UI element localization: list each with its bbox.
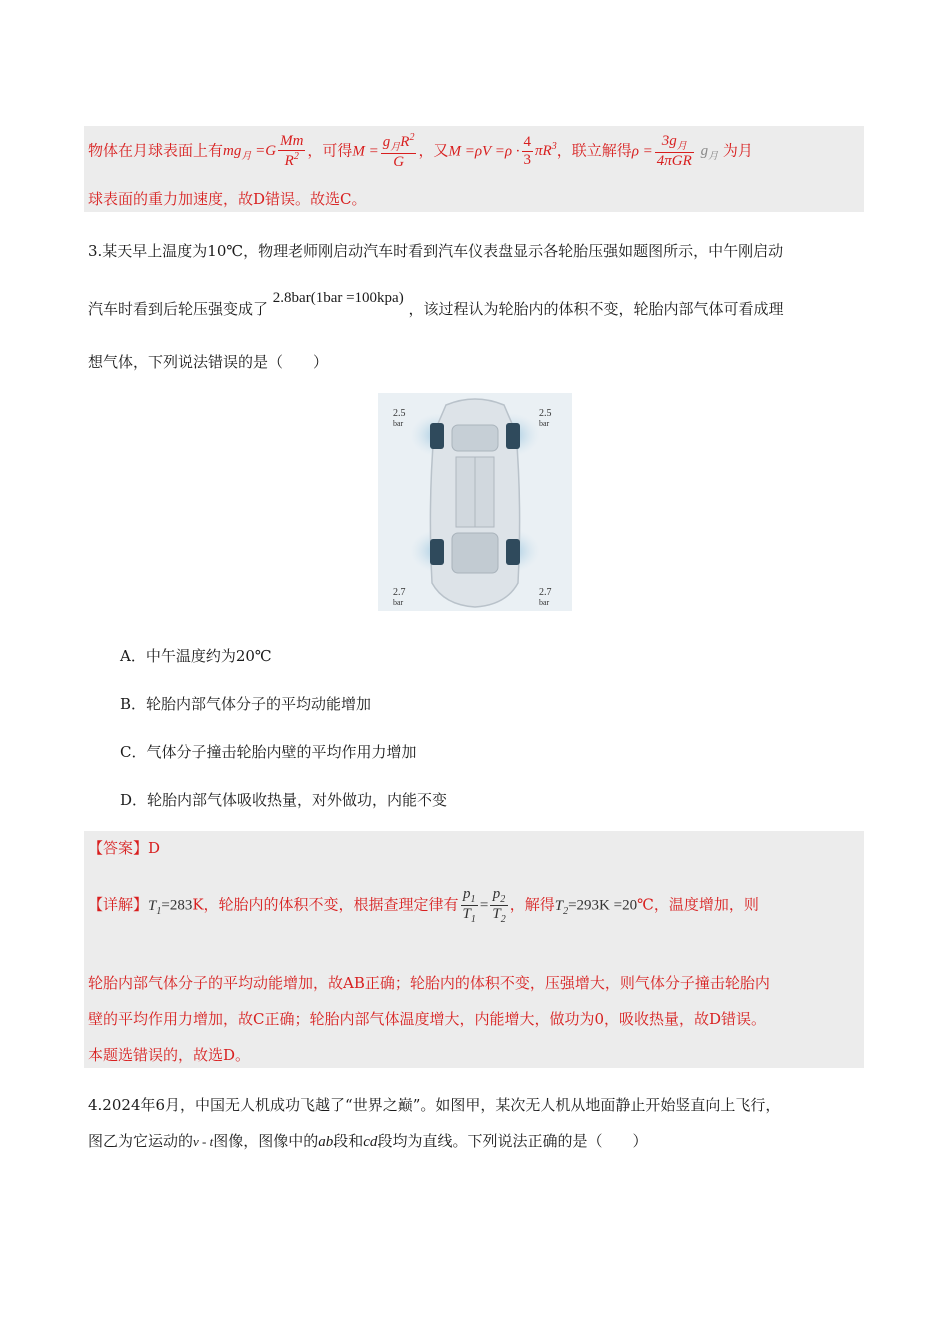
q3-stem-line2 bbox=[88, 290, 784, 319]
math: ab bbox=[318, 1134, 334, 1150]
fraction: $\frac{4}{3}$ bbox=[523, 134, 532, 168]
math: =283 bbox=[161, 897, 193, 914]
math: v - t bbox=[193, 1134, 214, 1149]
tire-front-left bbox=[393, 409, 406, 429]
tire-value: 2.7 bbox=[393, 587, 406, 598]
text: 图乙为它运动的 bbox=[88, 1132, 194, 1150]
fraction-left: $\frac{p_1}{T_1}$ bbox=[462, 886, 476, 925]
tire-unit: bar bbox=[539, 598, 550, 607]
prev-answer-line1 bbox=[88, 132, 753, 171]
detail-label: 【详解】 bbox=[88, 895, 149, 914]
tire-unit: bar bbox=[393, 598, 404, 607]
fraction: $\frac{3g_月}{\text{4πGR}}$ bbox=[656, 133, 692, 169]
detail-line3: 壁的平均作用力增加，故C正确；轮胎内部气体温度增大，内能增大，做功为0，吸收热量，故D错误。 bbox=[88, 1010, 767, 1028]
math: M = bbox=[352, 143, 379, 160]
text: K，轮胎内的体积不变，根据查理定律有 bbox=[192, 895, 459, 914]
q4-stem-line1: 4.2024年6月，中国无人机成功飞越了“世界之巅”。如图甲，某次无人机从地面静止开始竖直向上飞行， bbox=[88, 1096, 781, 1114]
math: =293K =20 bbox=[568, 897, 638, 914]
math-sup: 3 bbox=[551, 141, 557, 153]
text: ，可得 bbox=[307, 141, 353, 160]
text: ，该过程认为轮胎内的体积不变，轮胎内部气体可看成理 bbox=[408, 300, 784, 318]
fraction-right: $\frac{p_2}{T_2}$ bbox=[492, 886, 506, 925]
tire-value: 2.5 bbox=[393, 408, 406, 419]
prev-answer-line2: 球表面的重力加速度，故D错误。故选C。 bbox=[88, 190, 367, 208]
tire-rear-right bbox=[539, 588, 552, 608]
math: T bbox=[554, 897, 564, 914]
math: πR bbox=[535, 143, 552, 160]
math: =G bbox=[255, 143, 277, 160]
detail-line1 bbox=[88, 886, 759, 925]
text: ，解得 bbox=[509, 895, 555, 914]
q4-stem-line2 bbox=[88, 1130, 647, 1151]
math-sub: 月 bbox=[708, 151, 719, 163]
tire-value: 2.7 bbox=[539, 587, 552, 598]
math-sub: 2 bbox=[563, 905, 569, 917]
text: ，又 bbox=[418, 141, 449, 160]
tire-unit: bar bbox=[393, 419, 404, 428]
math: ρ = bbox=[631, 143, 653, 160]
text: ，联立解得 bbox=[556, 141, 632, 160]
text: 图像，图像中的 bbox=[213, 1132, 319, 1150]
tire-pressure-figure bbox=[378, 393, 572, 611]
math: M =ρV =ρ · bbox=[448, 143, 520, 160]
text: 物体在月球表面上有 bbox=[88, 141, 224, 160]
math: mg bbox=[223, 143, 242, 160]
option-a: A．中午温度约为20℃ bbox=[120, 647, 272, 665]
text: ℃，温度增加，则 bbox=[637, 895, 759, 914]
text: 段均为直线。下列说法正确的是（ ） bbox=[377, 1132, 648, 1150]
math: T bbox=[148, 897, 157, 914]
text: 汽车时看到后轮压强变成了 bbox=[88, 300, 269, 318]
math-sub: 月 bbox=[241, 151, 252, 163]
tire-value: 2.5 bbox=[539, 408, 552, 419]
text: 段和 bbox=[333, 1132, 364, 1150]
tire-unit: bar bbox=[539, 419, 550, 428]
detail-line4: 本题选错误的，故选D。 bbox=[88, 1046, 251, 1064]
option-b: B．轮胎内部气体分子的平均动能增加 bbox=[120, 695, 372, 713]
option-d: D．轮胎内部气体吸收热量，对外做功，内能不变 bbox=[120, 791, 448, 809]
text: 为月 bbox=[722, 141, 753, 160]
math: g bbox=[700, 143, 709, 160]
q3-stem-line1: 3.某天早上温度为10℃，物理老师刚启动汽车时看到汽车仪表盘显示各轮胎压强如题图所示，中午刚启动 bbox=[88, 242, 784, 260]
answer-value: D bbox=[148, 839, 161, 857]
tire-rear-left bbox=[393, 588, 406, 608]
pressure-formula: 2.8bar(1bar =100kpa) bbox=[272, 290, 404, 306]
detail-line2: 轮胎内部气体分子的平均动能增加，故AB正确；轮胎内的体积不变，压强增大，则气体分子撞击轮胎内 bbox=[88, 974, 770, 992]
math: cd bbox=[363, 1134, 378, 1150]
q3-stem-line3: 想气体，下列说法错误的是（ ） bbox=[88, 353, 329, 371]
math-sub: 1 bbox=[156, 905, 162, 917]
option-c: C．气体分子撞击轮胎内壁的平均作用力增加 bbox=[120, 743, 417, 761]
fraction: $\frac{g_月R^2}{G}$ bbox=[382, 132, 415, 170]
fraction: $\frac{Mm}{R^2}$ bbox=[280, 133, 304, 169]
tire-front-right bbox=[539, 409, 552, 429]
answer-line bbox=[88, 837, 160, 858]
answer-label: 【答案】 bbox=[88, 839, 149, 857]
answer-box bbox=[84, 831, 864, 1068]
math: = bbox=[479, 897, 489, 914]
